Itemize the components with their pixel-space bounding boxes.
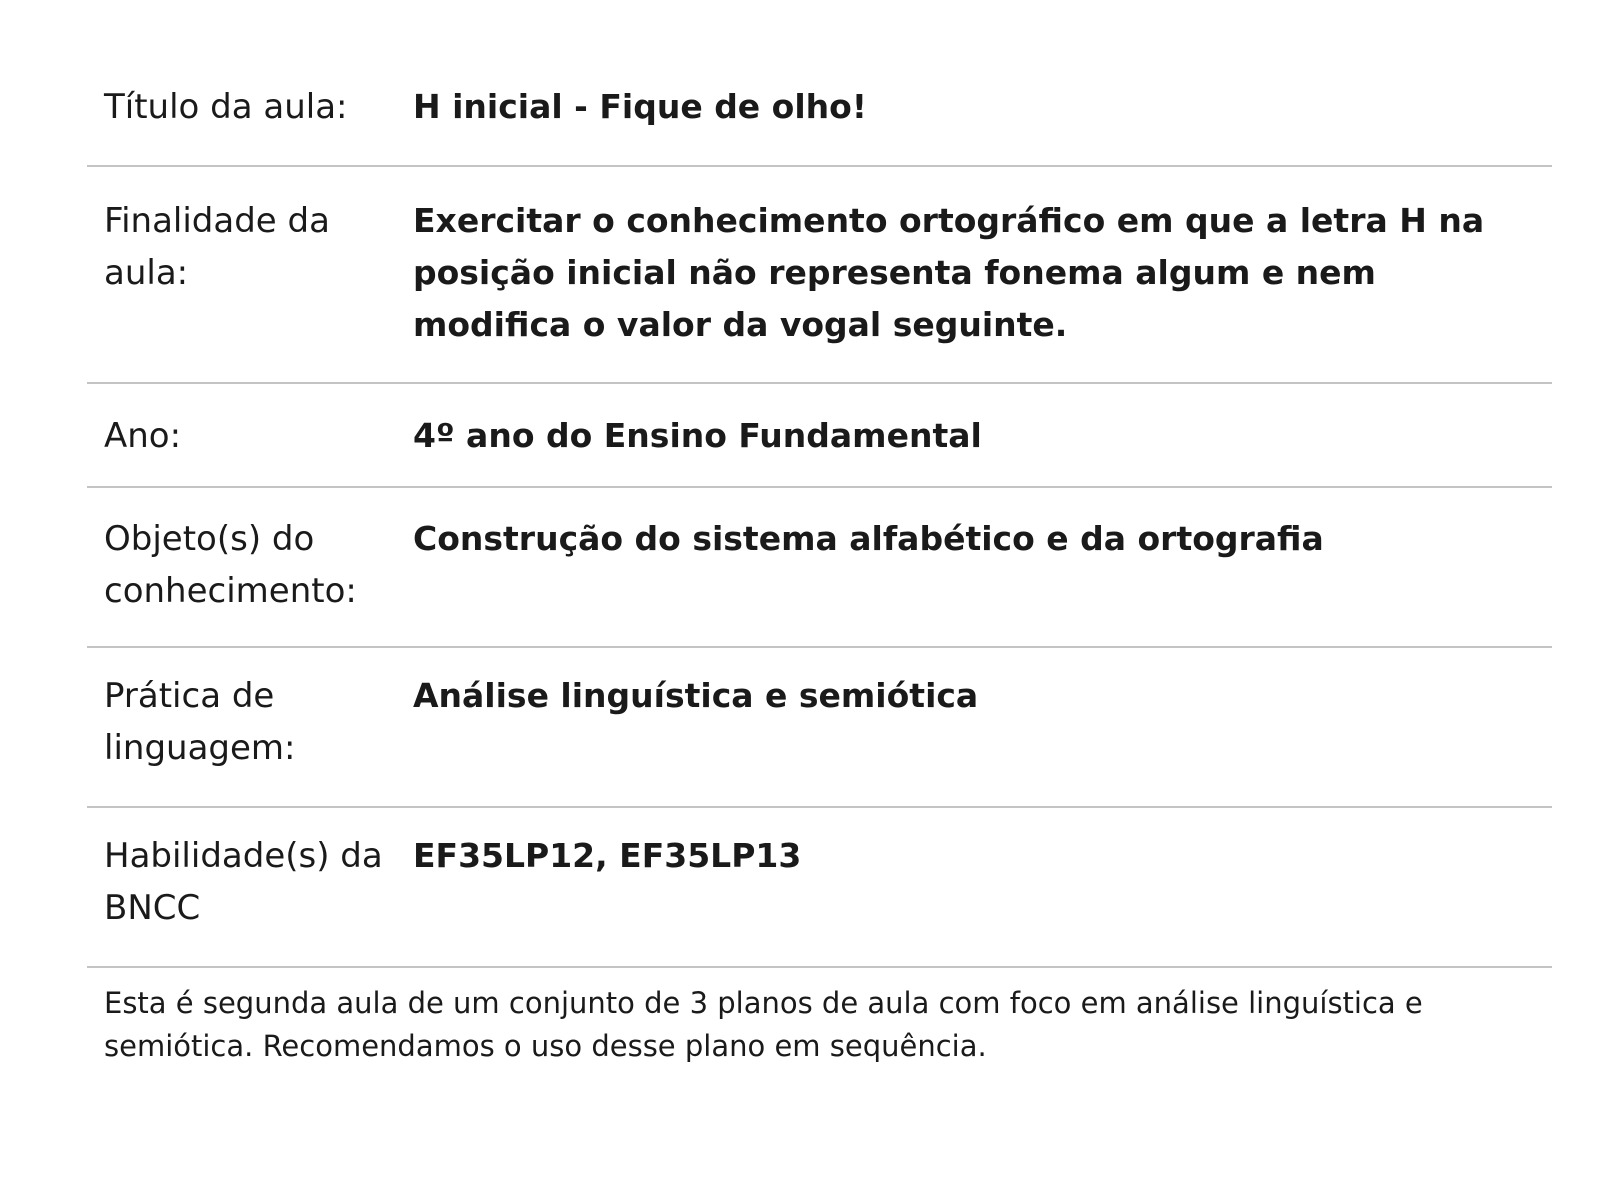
lesson-title-label: Título da aula:: [104, 87, 348, 127]
knowledge-objects-value: Construção do sistema alfabético e da ortografia: [413, 519, 1324, 558]
knowledge-objects-label: Objeto(s) do conhecimento:: [104, 519, 357, 611]
lesson-purpose-label: Finalidade da aula:: [104, 201, 330, 293]
sequence-note: Esta é segunda aula de um conjunto de 3 planos de aula com foco em análise linguística e semiótica. Recomendamos o uso desse plano em sequência.: [104, 986, 1423, 1063]
language-practice-value: Análise linguística e semiótica: [413, 676, 979, 715]
row-bncc-skills: [87, 808, 1552, 968]
school-year-label: Ano:: [104, 416, 182, 456]
row-lesson-title: [87, 52, 1552, 167]
row-language-practice: [87, 648, 1552, 808]
lesson-purpose-value: Exercitar o conhecimento ortográfico em que a letra H na posição inicial não representa fonema algum e nem modifica o valor da vogal seguinte.: [413, 201, 1485, 344]
lesson-plan-table: [87, 52, 1552, 1068]
row-knowledge-objects: [87, 488, 1552, 648]
row-lesson-purpose: [87, 167, 1552, 384]
bncc-skills-value: EF35LP12, EF35LP13: [413, 836, 802, 875]
language-practice-label: Prática de linguagem:: [104, 676, 296, 768]
school-year-value: 4º ano do Ensino Fundamental: [413, 416, 982, 455]
bncc-skills-label: Habilidade(s) da BNCC: [104, 836, 383, 928]
row-school-year: [87, 384, 1552, 488]
lesson-title-value: H inicial - Fique de olho!: [413, 87, 867, 126]
